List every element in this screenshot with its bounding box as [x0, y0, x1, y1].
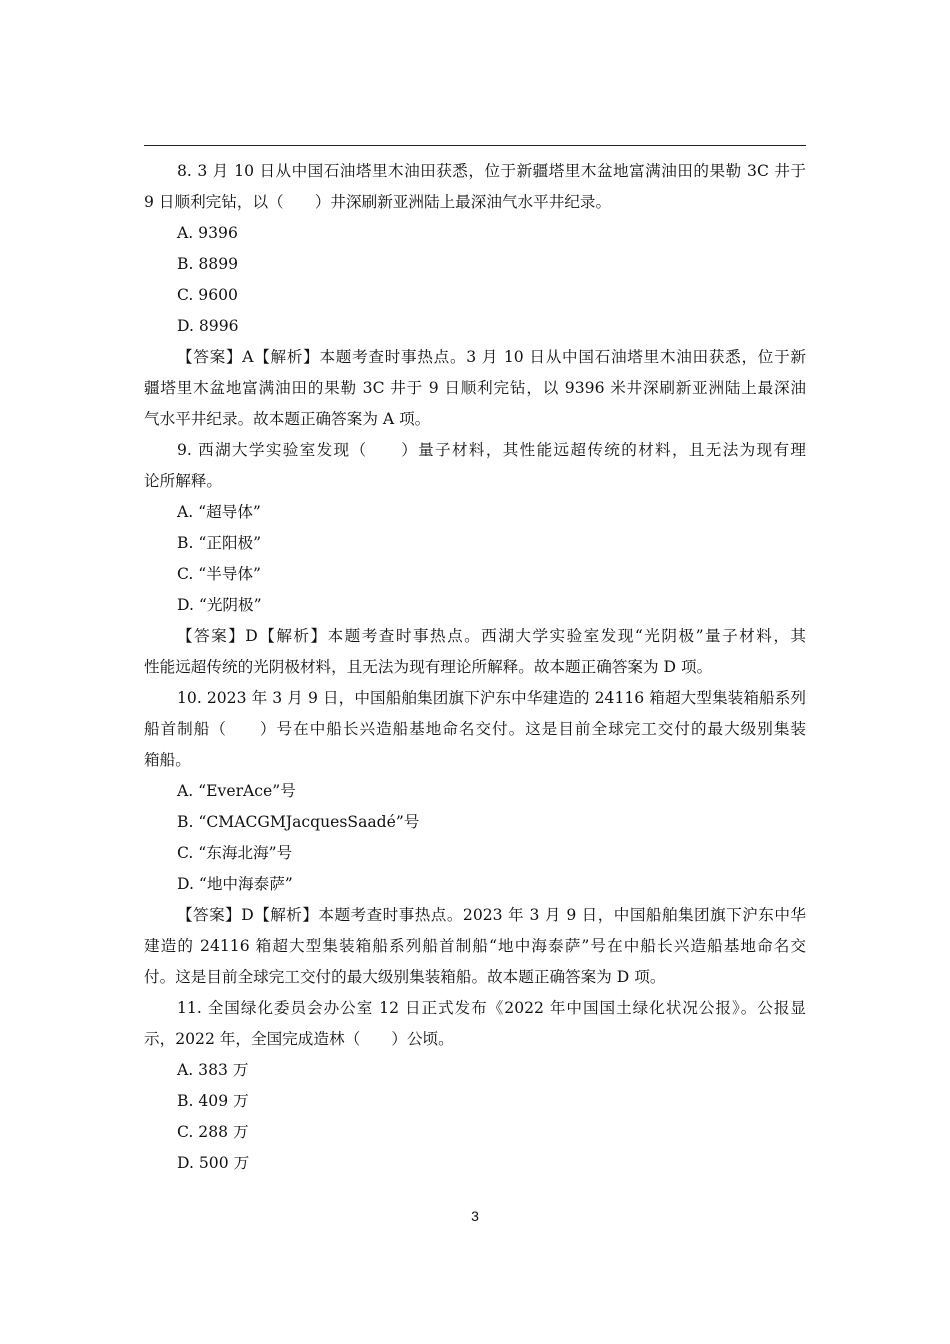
q8-answer-line-1: 【答案】A【解析】本题考查时事热点。3 月 10 日从中国石油塔里木油田获悉，位于新 — [177, 348, 806, 366]
header-rule — [144, 145, 806, 146]
q11-option-d: D. 500 万 — [177, 1154, 250, 1172]
q9-option-b: B. “正阳极” — [177, 534, 262, 552]
q8-option-b: B. 8899 — [177, 255, 239, 273]
q8-stem-line-2: 9 日顺利完钻，以（ ）井深刷新亚洲陆上最深油气水平井纪录。 — [144, 193, 612, 211]
q9-stem-line-2: 论所解释。 — [144, 472, 222, 490]
q11-stem-line-1: 11. 全国绿化委员会办公室 12 日正式发布《2022 年中国国土绿化状况公报》。公报显 — [177, 999, 806, 1017]
q9-option-d: D. “光阴极” — [177, 596, 262, 614]
q10-option-a: A. “EverAce”号 — [177, 782, 296, 800]
page-number: 3 — [471, 1208, 479, 1224]
q8-option-a: A. 9396 — [177, 224, 238, 242]
document-body — [144, 156, 806, 1179]
q10-stem-line-1: 10. 2023 年 3 月 9 日，中国船舶集团旗下沪东中华建造的 24116 箱超大型集装箱船系列 — [177, 689, 806, 707]
q10-option-c: C. “东海北海”号 — [177, 844, 293, 862]
q8-stem-line-1: 8. 3 月 10 日从中国石油塔里木油田获悉，位于新疆塔里木盆地富满油田的果勒 3C 井于 — [177, 162, 806, 180]
q10-stem-line-3: 箱船。 — [144, 751, 191, 769]
q11-option-a: A. 383 万 — [177, 1061, 249, 1079]
q10-answer-line-3: 付。这是目前全球完工交付的最大级别集装箱船。故本题正确答案为 D 项。 — [144, 968, 666, 986]
q8-option-d: D. 8996 — [177, 317, 239, 335]
q9-option-c: C. “半导体” — [177, 565, 262, 583]
q8-option-c: C. 9600 — [177, 286, 238, 304]
q10-answer-line-1: 【答案】D【解析】本题考查时事热点。2023 年 3 月 9 日，中国船舶集团旗下沪东中华 — [177, 906, 806, 924]
q10-answer-line-2: 建造的 24116 箱超大型集装箱船系列船首制船“地中海泰萨”号在中船长兴造船基地命名交 — [144, 937, 806, 955]
q9-answer-line-1: 【答案】D【解析】本题考查时事热点。西湖大学实验室发现“光阴极”量子材料，其 — [177, 627, 806, 645]
q11-option-b: B. 409 万 — [177, 1092, 249, 1110]
q8-answer-line-2: 疆塔里木盆地富满油田的果勒 3C 井于 9 日顺利完钻，以 9396 米井深刷新亚洲陆上最深油 — [144, 379, 806, 397]
q11-option-c: C. 288 万 — [177, 1123, 249, 1141]
q10-option-b: B. “CMACGMJacquesSaadé”号 — [177, 813, 420, 831]
q9-option-a: A. “超导体” — [177, 503, 261, 521]
q10-stem-line-2: 船首制船（ ）号在中船长兴造船基地命名交付。这是目前全球完工交付的最大级别集装 — [144, 720, 806, 738]
q8-answer-line-3: 气水平井纪录。故本题正确答案为 A 项。 — [144, 410, 431, 428]
q11-stem-line-2: 示，2022 年，全国完成造林（ ）公顷。 — [144, 1030, 454, 1048]
q9-stem-line-1: 9. 西湖大学实验室发现（ ）量子材料，其性能远超传统的材料，且无法为现有理 — [177, 441, 806, 459]
q10-option-d: D. “地中海泰萨” — [177, 875, 293, 893]
q9-answer-line-2: 性能远超传统的光阴极材料，且无法为现有理论所解释。故本题正确答案为 D 项。 — [144, 658, 713, 676]
